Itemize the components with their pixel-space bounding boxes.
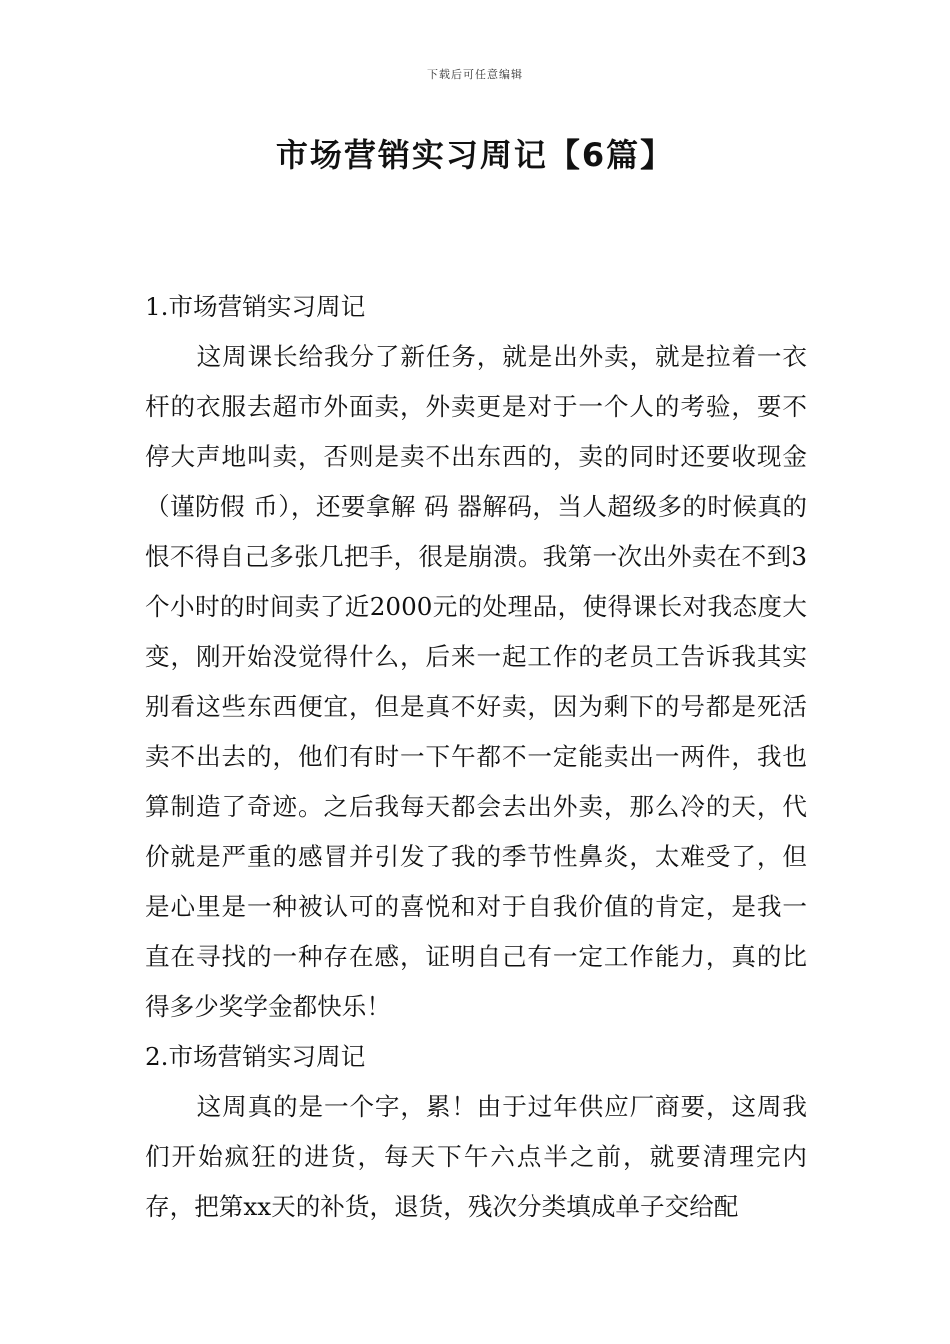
section-heading-1: 1.市场营销实习周记: [145, 292, 366, 321]
section-paragraph-1: 这周课长给我分了新任务，就是出外卖，就是拉着一衣杆的衣服去超市外面卖，外卖更是对于一个人的考验，要不停大声地叫卖，否则是卖不出东西的，卖的同时还要收现金（谨防假 币），还要拿解 码 器解码，当人超级多的时候真的恨不得自己多张几把手，很是崩溃。我第一次出外卖在不到3个小时的时间卖了近2000元的处理品，使得课长对我态度大变，刚开始没觉得什么，后来一起工作的老员工告诉我其实别看这些东西便宜，但是真不好卖，因为剩下的号都是死活卖不出去的，他们有时一下午都不一定能卖出一两件，我也算制造了奇迹。之后我每天都会去出外卖，那么冷的天，代价就是严重的感冒并引发了我的季节性鼻炎，太难受了，但是心里是一种被认可的喜悦和对于自我价值的肯定，是我一直在寻找的一种存在感，证明自己有一定工作能力，真的比得多少奖学金都快乐！: [145, 342, 807, 1021]
document-title: 市场营销实习周记【6篇】: [275, 136, 675, 174]
document-body: [145, 282, 807, 1232]
header-note: 下载后可任意编辑: [427, 68, 523, 81]
section-paragraph-2: 这周真的是一个字，累！由于过年供应厂商要，这周我们开始疯狂的进货，每天下午六点半之前，就要清理完内存，把第xx天的补货，退货，残次分类填成单子交给配: [145, 1092, 807, 1221]
section-heading-2: 2.市场营销实习周记: [145, 1042, 366, 1071]
